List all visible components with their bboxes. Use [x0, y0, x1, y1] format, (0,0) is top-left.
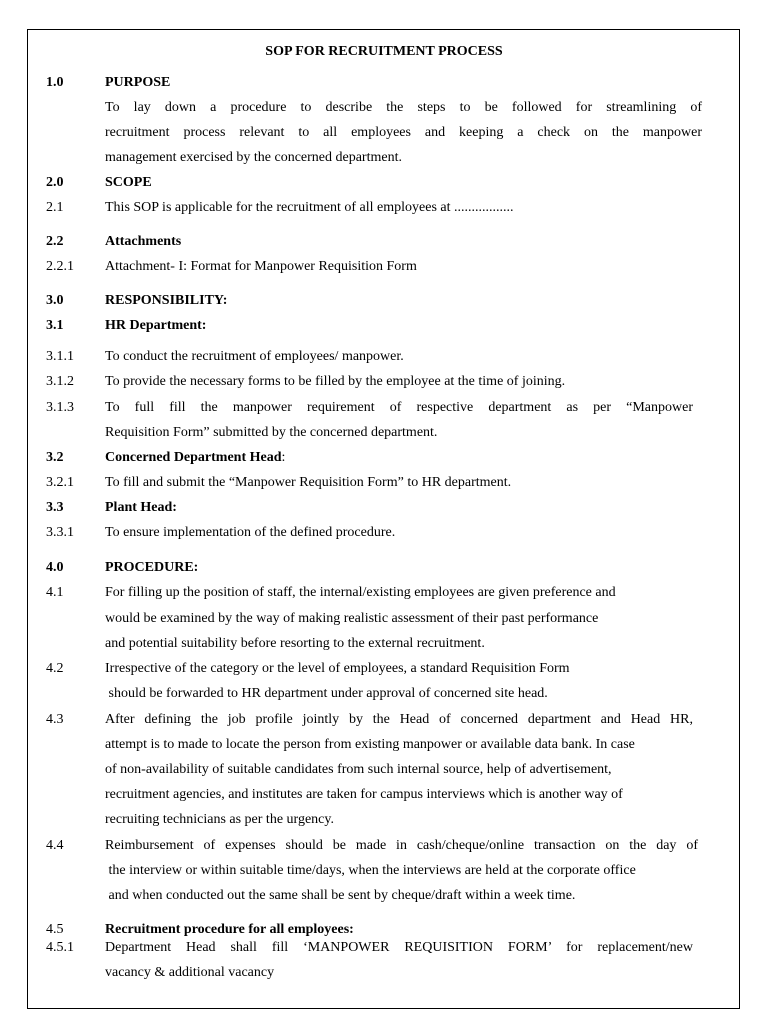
item-text: To provide the necessary forms to be filled by the employee at the time of joining. [105, 374, 566, 389]
item-number: 3.1.3 [46, 400, 74, 415]
item-number: 3.3.1 [46, 525, 74, 540]
item-number: 2.1 [46, 200, 64, 215]
item-text: To ensure implementation of the defined procedure. [105, 525, 396, 540]
item-number: 3.1.2 [46, 374, 74, 389]
heading-colon: : [281, 450, 286, 465]
section-heading-wrap [105, 450, 285, 466]
section-number: 1.0 [46, 75, 64, 90]
section-number: 3.3 [46, 500, 64, 515]
section-number: 4.5 [46, 922, 64, 937]
line-text: should be forwarded to HR department under approval of concerned site head. [105, 686, 548, 701]
section-number: 3.1 [46, 318, 64, 333]
item-number: 3.2.1 [46, 475, 74, 490]
line-text: attempt is to made to locate the person from existing manpower or available data bank. In case [105, 737, 635, 752]
item-number: 3.1.1 [46, 349, 74, 364]
item-text: For filling up the position of staff, the internal/existing employees are given preference and [105, 585, 616, 600]
item-number: 4.3 [46, 712, 64, 727]
document-title: SOP FOR RECRUITMENT PROCESS [265, 44, 503, 59]
item-text: Department Head shall fill ‘MANPOWER REQUISITION FORM’ for replacement/new [105, 940, 693, 955]
line-text: management exercised by the concerned department. [105, 150, 402, 165]
line-text: recruiting technicians as per the urgency. [105, 812, 334, 827]
line-text: recruitment agencies, and institutes are taken for campus interviews which is another way of [105, 787, 623, 802]
section-number: 3.2 [46, 450, 64, 465]
item-text: To conduct the recruitment of employees/ manpower. [105, 349, 404, 364]
line-text: and potential suitability before resorting to the external recruitment. [105, 636, 485, 651]
item-number: 4.2 [46, 661, 64, 676]
line-text: would be examined by the way of making realistic assessment of their past performance [105, 611, 599, 626]
line-text: and when conducted out the same shall be sent by cheque/draft within a week time. [105, 888, 576, 903]
section-number: 4.0 [46, 560, 64, 575]
line-text: the interview or within suitable time/days, when the interviews are held at the corporate office [105, 863, 636, 878]
item-number: 4.1 [46, 585, 64, 600]
line-text: Requisition Form” submitted by the concerned department. [105, 425, 438, 440]
section-heading: Concerned Department Head [105, 450, 282, 465]
item-text: Reimbursement of expenses should be made in cash/cheque/online transaction on the day of [105, 838, 698, 853]
section-heading: Recruitment procedure for all employees: [105, 922, 354, 937]
item-text: Attachment- I: Format for Manpower Requisition Form [105, 259, 417, 274]
item-text: To full fill the manpower requirement of respective department as per “Manpower [105, 400, 693, 415]
line-text: of non-availability of suitable candidates from such internal source, help of advertisement, [105, 762, 612, 777]
item-text: This SOP is applicable for the recruitment of all employees at ................. [105, 200, 514, 215]
section-heading: PROCEDURE: [105, 560, 199, 575]
section-heading: HR Department: [105, 318, 207, 333]
line-text: recruitment process relevant to all employees and keeping a check on the manpower [105, 125, 702, 140]
item-number: 4.4 [46, 838, 64, 853]
section-heading: PURPOSE [105, 75, 171, 90]
item-text: After defining the job profile jointly by the Head of concerned department and Head HR, [105, 712, 693, 727]
section-heading: SCOPE [105, 175, 152, 190]
line-text: To lay down a procedure to describe the steps to be followed for streamlining of [105, 100, 702, 115]
section-heading: Attachments [105, 234, 182, 249]
section-number: 2.2 [46, 234, 64, 249]
item-number: 4.5.1 [46, 940, 74, 955]
item-text: Irrespective of the category or the level of employees, a standard Requisition Form [105, 661, 570, 676]
section-heading: Plant Head: [105, 500, 177, 515]
section-number: 3.0 [46, 293, 64, 308]
section-number: 2.0 [46, 175, 64, 190]
line-text: vacancy & additional vacancy [105, 965, 275, 980]
item-text: To fill and submit the “Manpower Requisition Form” to HR department. [105, 475, 512, 490]
section-heading: RESPONSIBILITY: [105, 293, 228, 308]
item-number: 2.2.1 [46, 259, 74, 274]
